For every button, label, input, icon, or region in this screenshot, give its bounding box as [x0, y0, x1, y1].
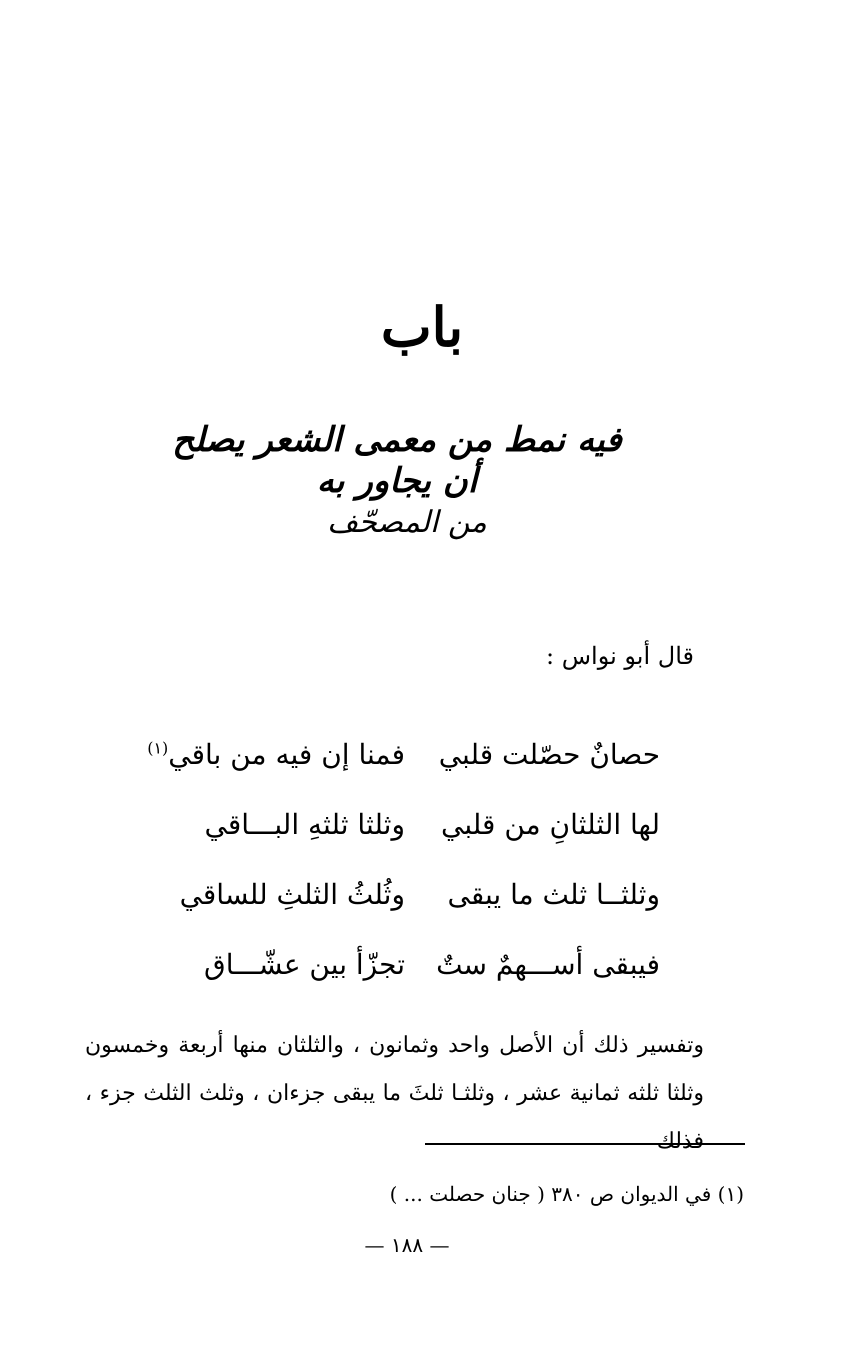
footnote-marker: (١) — [147, 738, 169, 758]
chapter-subtitle: فيه نمط من معمى الشعر يصلح أن يجاور به — [172, 420, 622, 501]
footnote-divider — [425, 1143, 745, 1145]
verse-first-hemistich: حصانٌ حصّلت قلبي — [438, 738, 660, 772]
verse-line — [147, 720, 660, 790]
verse-line — [160, 790, 660, 860]
poem — [147, 720, 660, 1000]
page-number: — ١٨٨ — — [364, 1233, 450, 1257]
verse-line — [160, 860, 660, 930]
verse-second-hemistich — [147, 738, 405, 772]
poem-intro: قال أبو نواس : — [546, 642, 694, 670]
verse-first-hemistich: فيبقى أســـهمٌ ستٌ — [436, 948, 660, 982]
verse-first-hemistich: وثلثــا ثلث ما يبقى — [447, 878, 660, 912]
verse-second-text: فمنا إن فيه من باقي — [168, 738, 405, 772]
chapter-title: باب — [380, 295, 464, 359]
footnote: (١) في الديوان ص ٣٨٠ ( جنان حصلت ... ) — [389, 1182, 744, 1206]
verse-line — [160, 930, 660, 1000]
verse-second-hemistich: وثُلثُ الثلثِ للساقي — [179, 878, 405, 912]
chapter-subtitle-secondary: من المصحّف — [327, 505, 487, 540]
verse-first-hemistich: لها الثلثانِ من قلبي — [441, 808, 660, 842]
verse-second-hemistich: تجزّأ بين عشّـــاق — [203, 948, 405, 982]
explanation-paragraph: وتفسير ذلك أن الأصل واحد وثمانون ، والثلثان منها أربعة وخمسون وثلثا ثلثه ثمانية عشر ، وثلثـا ثلثَ ما يبقى جزءان ، وثلث الثلث جزء ، فذلك — [85, 1033, 704, 1154]
verse-second-hemistich: وثلثا ثلثهِ البـــاقي — [204, 808, 405, 842]
